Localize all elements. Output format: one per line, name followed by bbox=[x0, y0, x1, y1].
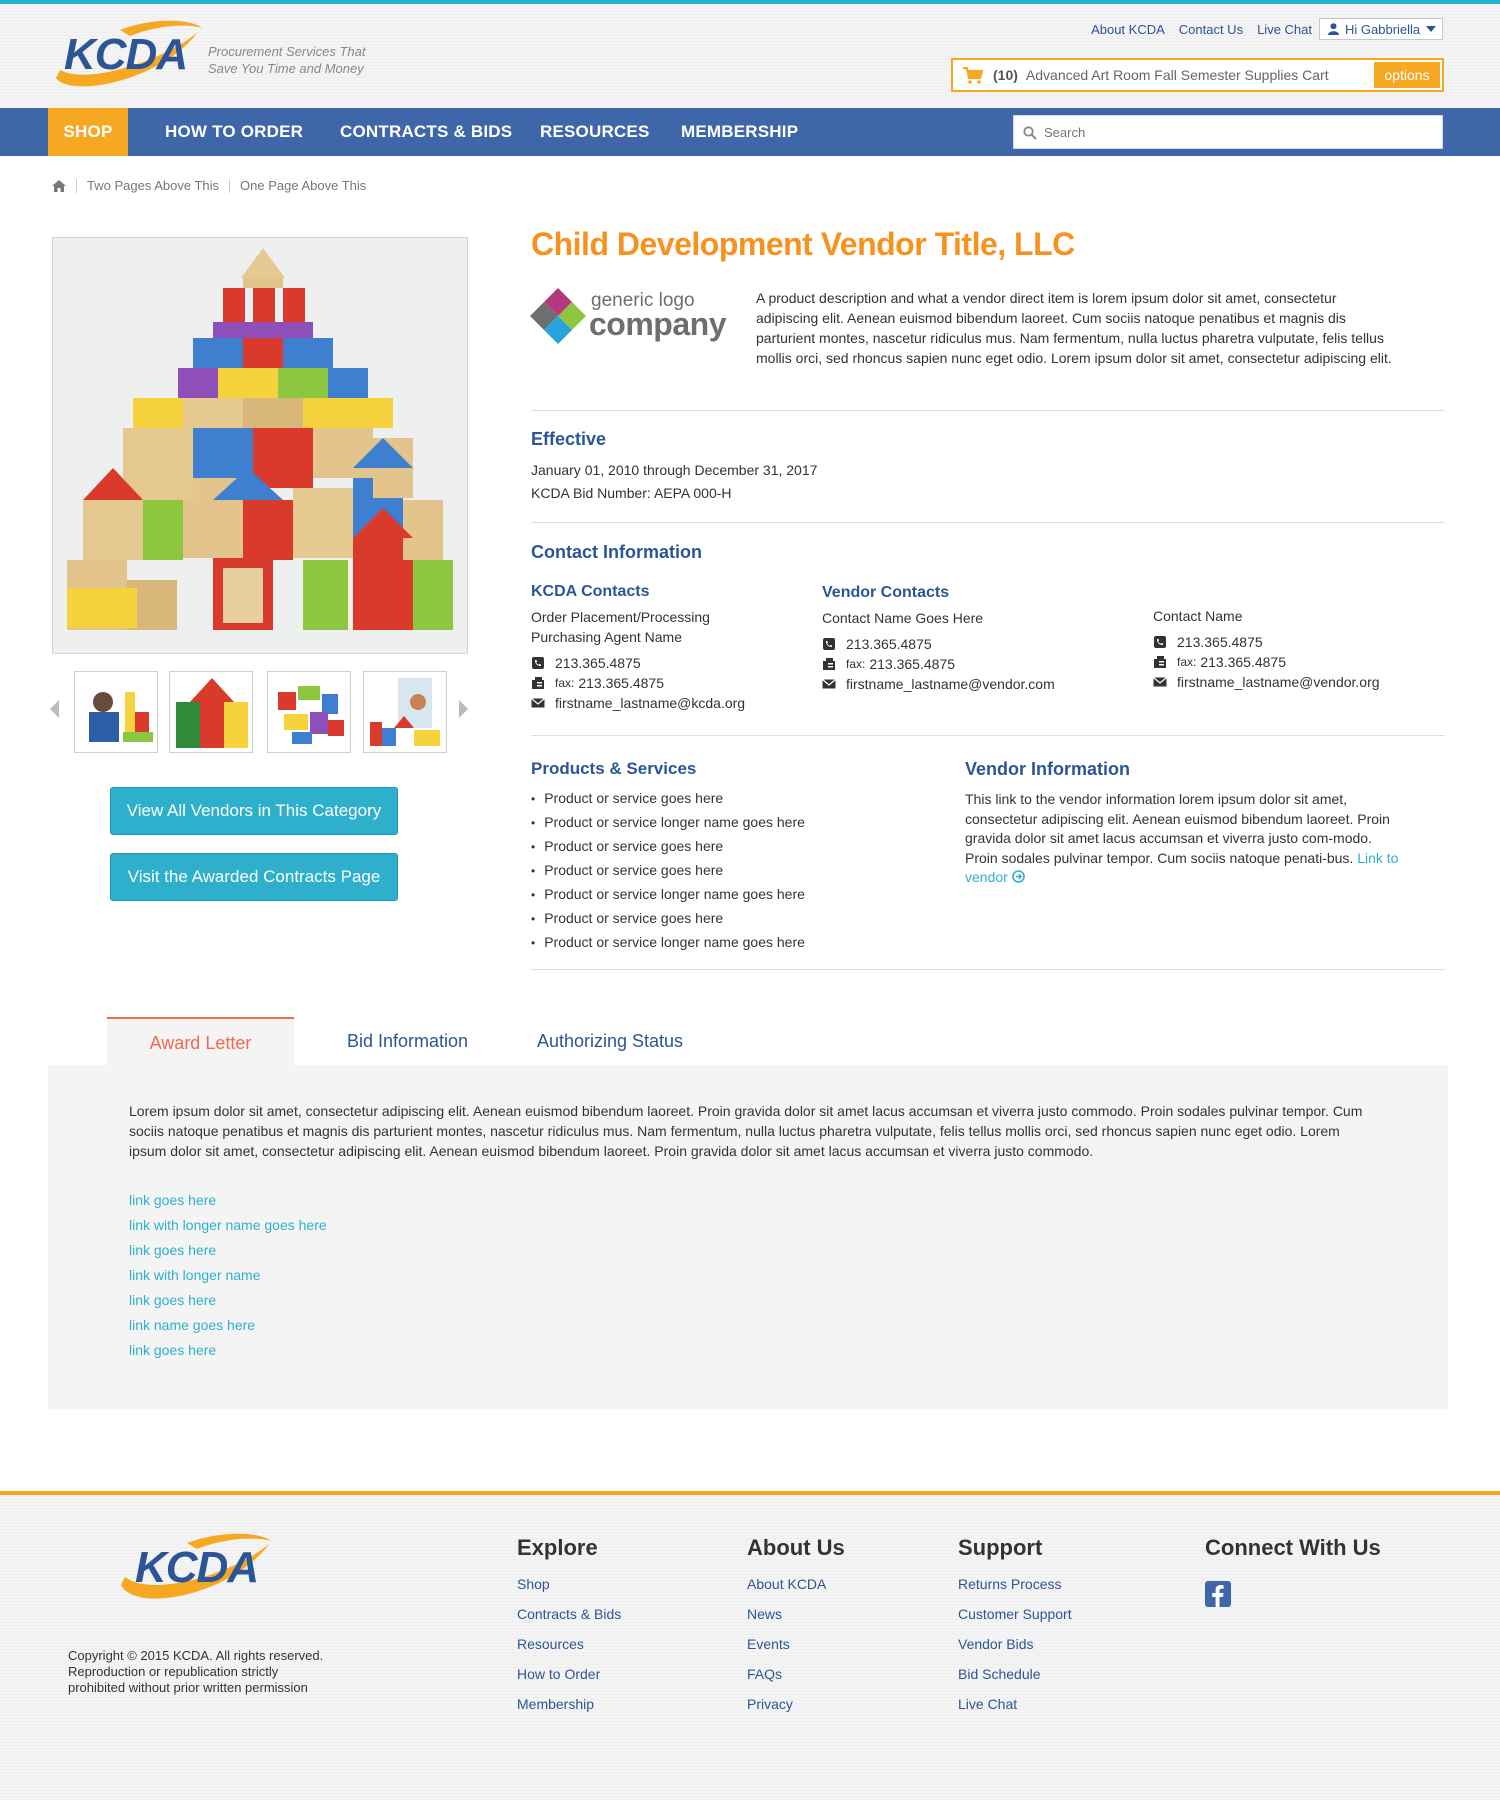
product-item: • Product or service longer name goes here bbox=[531, 931, 805, 955]
footer-link-membership[interactable]: Membership bbox=[517, 1696, 595, 1712]
cart-icon bbox=[963, 67, 983, 84]
building-blocks-image bbox=[53, 238, 468, 654]
award-link[interactable]: link goes here bbox=[129, 1342, 217, 1358]
kcda-fax-number: 213.365.4875 bbox=[578, 675, 664, 691]
util-link-about[interactable]: About KCDA bbox=[1091, 22, 1165, 37]
notice-line-2: prohibited without prior written permission bbox=[68, 1680, 308, 1695]
fax-icon bbox=[822, 657, 836, 671]
bid-number: KCDA Bid Number: AEPA 000-H bbox=[531, 485, 732, 501]
kcda-phone-number: 213.365.4875 bbox=[555, 655, 641, 671]
tagline-line-1: Procurement Services That bbox=[208, 44, 366, 59]
vendor-logo bbox=[529, 288, 739, 346]
footer-support-heading: Support bbox=[958, 1535, 1043, 1560]
user-greeting: Hi Gabbriella bbox=[1345, 21, 1421, 37]
arrow-circle-right-icon bbox=[1012, 870, 1025, 883]
envelope-icon bbox=[1153, 675, 1167, 689]
footer-link-news[interactable]: News bbox=[747, 1606, 783, 1622]
utility-links bbox=[1091, 22, 1312, 37]
products-list bbox=[531, 787, 805, 955]
envelope-icon bbox=[822, 677, 836, 691]
vendor-description: A product description and what a vendor direct item is lorem ipsum dolor sit amet, consectetur adipiscing elit. Aenean euismod bibendum laoreet. Cum sociis natoque penatibus et magnis dis parturient montes, nascetur ridiculus mus. Nam fermentum, nulla luctus pharetra vulputate, felis tellus mollis orci, sed rhoncus sapien nunc eget odio. Lorem ipsum dolor sit amet, consectetur adipiscing elit. bbox=[756, 290, 1392, 366]
kcda-phone bbox=[531, 655, 641, 671]
breadcrumb-separator bbox=[229, 179, 230, 193]
product-item: • Product or service longer name goes here bbox=[531, 811, 805, 835]
breadcrumb-link-2[interactable]: One Page Above This bbox=[240, 178, 367, 193]
products-heading: Products & Services bbox=[531, 759, 697, 778]
thumbnail-house-blocks bbox=[170, 672, 253, 753]
tab-bid-information[interactable]: Bid Information bbox=[346, 1031, 469, 1051]
vendor-logo-mark bbox=[529, 288, 587, 346]
user-icon bbox=[1328, 23, 1339, 35]
footer-connect-heading: Connect With Us bbox=[1205, 1535, 1381, 1560]
vendor2-phone-number: 213.365.4875 bbox=[1177, 634, 1263, 650]
breadcrumb-link-1[interactable]: Two Pages Above This bbox=[87, 178, 220, 193]
view-all-vendors-button[interactable]: View All Vendors in This Category bbox=[110, 787, 398, 835]
vendor2-phone bbox=[1153, 634, 1263, 650]
kcda-contact-role: Order Placement/Processing bbox=[531, 609, 710, 625]
vendor-phone-number: 213.365.4875 bbox=[846, 636, 932, 652]
contact-heading: Contact Information bbox=[531, 542, 702, 562]
vendor-phone bbox=[822, 636, 932, 652]
footer-explore-list bbox=[517, 1569, 621, 1719]
thumbnail-4[interactable] bbox=[363, 671, 447, 753]
vendor-fax bbox=[822, 656, 955, 672]
cart-name: Advanced Art Room Fall Semester Supplies Cart bbox=[1025, 67, 1329, 83]
footer-link-about-kcda[interactable]: About KCDA bbox=[747, 1576, 827, 1592]
home-icon[interactable] bbox=[52, 180, 66, 192]
nav-item-shop[interactable]: SHOP bbox=[48, 108, 128, 156]
nav-item-how-to-order[interactable]: HOW TO ORDER bbox=[165, 122, 304, 141]
notice-line-1: Reproduction or republication strictly bbox=[68, 1664, 279, 1679]
cart-options-button[interactable]: options bbox=[1374, 62, 1440, 88]
footer-about-heading: About Us bbox=[747, 1535, 845, 1560]
facebook-icon[interactable] bbox=[1205, 1581, 1231, 1607]
kcda-fax-label: fax: bbox=[555, 676, 575, 690]
kcda-contacts-heading: KCDA Contacts bbox=[531, 583, 650, 600]
kcda-logo-text: KCDA bbox=[64, 30, 188, 79]
kcda-contact-name: Purchasing Agent Name bbox=[531, 629, 682, 645]
vendor-logo-line-1: generic logo bbox=[591, 290, 695, 311]
copyright-line: Copyright © 2015 KCDA. All rights reserved. bbox=[68, 1648, 324, 1663]
search-icon bbox=[1023, 126, 1037, 140]
product-main-image[interactable] bbox=[52, 237, 468, 654]
site-footer bbox=[0, 1491, 1500, 1800]
phone-icon bbox=[822, 637, 836, 651]
effective-dates: January 01, 2010 through December 31, 2017 bbox=[531, 462, 818, 478]
nav-item-contracts-bids[interactable]: CONTRACTS & BIDS bbox=[340, 122, 513, 141]
util-link-chat[interactable]: Live Chat bbox=[1257, 22, 1312, 37]
vendor-contacts-heading: Vendor Contacts bbox=[822, 584, 950, 601]
vendor-email-address: firstname_lastname@vendor.com bbox=[846, 676, 1055, 692]
footer-link-resources[interactable]: Resources bbox=[517, 1636, 584, 1652]
effective-heading: Effective bbox=[531, 429, 607, 449]
footer-link-events[interactable]: Events bbox=[747, 1636, 790, 1652]
footer-link-contracts[interactable]: Contracts & Bids bbox=[517, 1606, 622, 1622]
product-item: • Product or service longer name goes here bbox=[531, 883, 805, 907]
award-letter-text: Lorem ipsum dolor sit amet, consectetur adipiscing elit. Aenean euismod bibendum laoreet. Proin gravida dolor sit amet lacus accumsan et viverra justo commodo. Proin sodales pulvinar tempor. Cum sociis natoque penatibus et magnis dis parturient montes, nascetur ridiculus mus. Nam fermentum, nulla luctus pharetra vulputate, felis tellus mollis orci, sed rhoncus sapien nunc eget odio. Lorem ipsum dolor sit amet, consectetur adipiscing elit. Aenean euismod bibendum laoreet. Proin gravida dolor sit amet lacus accumsan et viverra justo commodo. bbox=[129, 1103, 1363, 1159]
kcda-fax bbox=[531, 675, 664, 691]
vendor2-fax-label: fax: bbox=[1177, 655, 1197, 669]
footer-support-list bbox=[958, 1569, 1072, 1719]
kcda-logo[interactable] bbox=[50, 16, 205, 94]
award-link[interactable]: link name goes here bbox=[129, 1317, 256, 1333]
link-to-vendor-label: Link to vendor bbox=[965, 849, 1399, 885]
award-link[interactable]: link with longer name goes here bbox=[129, 1217, 327, 1233]
award-link[interactable]: link goes here bbox=[129, 1192, 217, 1208]
vendor-info-text bbox=[965, 790, 1405, 888]
tagline-line-2: Save You Time and Money bbox=[208, 61, 364, 76]
product-item: • Product or service goes here bbox=[531, 787, 805, 811]
envelope-icon bbox=[531, 696, 545, 710]
thumbnail-1[interactable] bbox=[74, 671, 158, 753]
award-link[interactable]: link goes here bbox=[129, 1242, 217, 1258]
divider bbox=[531, 735, 1445, 736]
fax-icon bbox=[531, 676, 545, 690]
vendor2-fax-number: 213.365.4875 bbox=[1200, 654, 1286, 670]
thumbnail-child-blocks bbox=[75, 672, 158, 753]
footer-link-customer-support[interactable]: Customer Support bbox=[958, 1606, 1072, 1622]
award-link[interactable]: link goes here bbox=[129, 1292, 217, 1308]
tab-authorizing-status[interactable]: Authorizing Status bbox=[536, 1031, 684, 1051]
site-header bbox=[0, 4, 1500, 108]
footer-logo-text: KCDA bbox=[135, 1543, 259, 1592]
footer-link-bid-schedule[interactable]: Bid Schedule bbox=[958, 1666, 1041, 1682]
breadcrumb-separator bbox=[76, 179, 77, 193]
thumb-prev-arrow[interactable] bbox=[50, 700, 59, 718]
footer-link-privacy[interactable]: Privacy bbox=[747, 1696, 793, 1712]
search-input[interactable] bbox=[1042, 124, 1426, 141]
thumbnail-box-blocks bbox=[364, 672, 447, 753]
logo-tagline bbox=[208, 43, 366, 77]
awarded-contracts-button[interactable]: Visit the Awarded Contracts Page bbox=[110, 853, 398, 901]
nav-item-resources[interactable]: RESOURCES bbox=[540, 122, 650, 141]
facebook-icon-shape bbox=[1205, 1581, 1231, 1607]
vendor-logo-line-2: company bbox=[589, 306, 726, 342]
vendor-fax-label: fax: bbox=[846, 657, 866, 671]
main-nav bbox=[0, 108, 1500, 156]
vendor-email[interactable] bbox=[822, 676, 1055, 692]
footer-logo[interactable] bbox=[115, 1531, 275, 1611]
chevron-down-icon bbox=[1426, 26, 1436, 33]
thumb-next-arrow[interactable] bbox=[459, 700, 468, 718]
award-link[interactable]: link with longer name bbox=[129, 1267, 261, 1283]
award-links-list bbox=[129, 1188, 327, 1363]
footer-link-how-to-order[interactable]: How to Order bbox=[517, 1666, 601, 1682]
search-box bbox=[1013, 115, 1443, 149]
footer-link-faqs[interactable]: FAQs bbox=[747, 1666, 783, 1682]
tab-panel bbox=[48, 1065, 1448, 1409]
divider bbox=[531, 522, 1445, 523]
phone-icon bbox=[1153, 635, 1167, 649]
util-link-contact[interactable]: Contact Us bbox=[1178, 22, 1244, 37]
vendor-title: Child Development Vendor Title, LLC bbox=[531, 226, 1075, 262]
vendor-fax-number: 213.365.4875 bbox=[869, 656, 955, 672]
fax-icon bbox=[1153, 655, 1167, 669]
footer-link-live-chat[interactable]: Live Chat bbox=[958, 1696, 1018, 1712]
footer-about-list bbox=[747, 1569, 826, 1719]
thumbnail-3[interactable] bbox=[267, 671, 351, 753]
kcda-email-address: firstname_lastname@kcda.org bbox=[555, 695, 746, 711]
phone-icon bbox=[531, 656, 545, 670]
footer-link-vendor-bids[interactable]: Vendor Bids bbox=[958, 1636, 1034, 1652]
nav-item-membership[interactable]: MEMBERSHIP bbox=[681, 122, 799, 141]
thumbnail-pile-blocks bbox=[268, 672, 351, 753]
footer-link-returns[interactable]: Returns Process bbox=[958, 1576, 1062, 1592]
copyright bbox=[68, 1648, 368, 1696]
vendor-info-body: This link to the vendor information lorem ipsum dolor sit amet, consectetur adipiscing elit. Aenean euismod bibendum laoreet. Proin gravida dolor sit amet lacus accumsan et viverra justo com-modo. Proin sodales pulvinar tempor. Cum sociis natoque penati-bus. bbox=[965, 791, 1390, 866]
divider bbox=[531, 969, 1445, 970]
thumbnail-2[interactable] bbox=[169, 671, 253, 753]
active-cart[interactable] bbox=[951, 58, 1444, 92]
vendor2-email[interactable] bbox=[1153, 674, 1380, 690]
breadcrumb bbox=[52, 178, 366, 193]
kcda-email[interactable] bbox=[531, 695, 745, 711]
vendor2-email-address: firstname_lastname@vendor.org bbox=[1177, 674, 1380, 690]
vendor2-fax bbox=[1153, 654, 1286, 670]
user-menu[interactable] bbox=[1319, 18, 1443, 40]
product-item: • Product or service goes here bbox=[531, 835, 805, 859]
tab-award-letter[interactable]: Award Letter bbox=[107, 1017, 294, 1065]
footer-explore-heading: Explore bbox=[517, 1535, 598, 1560]
product-item: • Product or service goes here bbox=[531, 859, 805, 883]
cart-count: (10) bbox=[993, 67, 1018, 83]
divider bbox=[531, 410, 1445, 411]
vendor2-contact-name: Contact Name bbox=[1153, 608, 1243, 624]
vendor-contact-name: Contact Name Goes Here bbox=[822, 610, 984, 626]
vendor-info-heading: Vendor Information bbox=[965, 759, 1131, 779]
product-item: • Product or service goes here bbox=[531, 907, 805, 931]
footer-link-shop[interactable]: Shop bbox=[517, 1576, 550, 1592]
